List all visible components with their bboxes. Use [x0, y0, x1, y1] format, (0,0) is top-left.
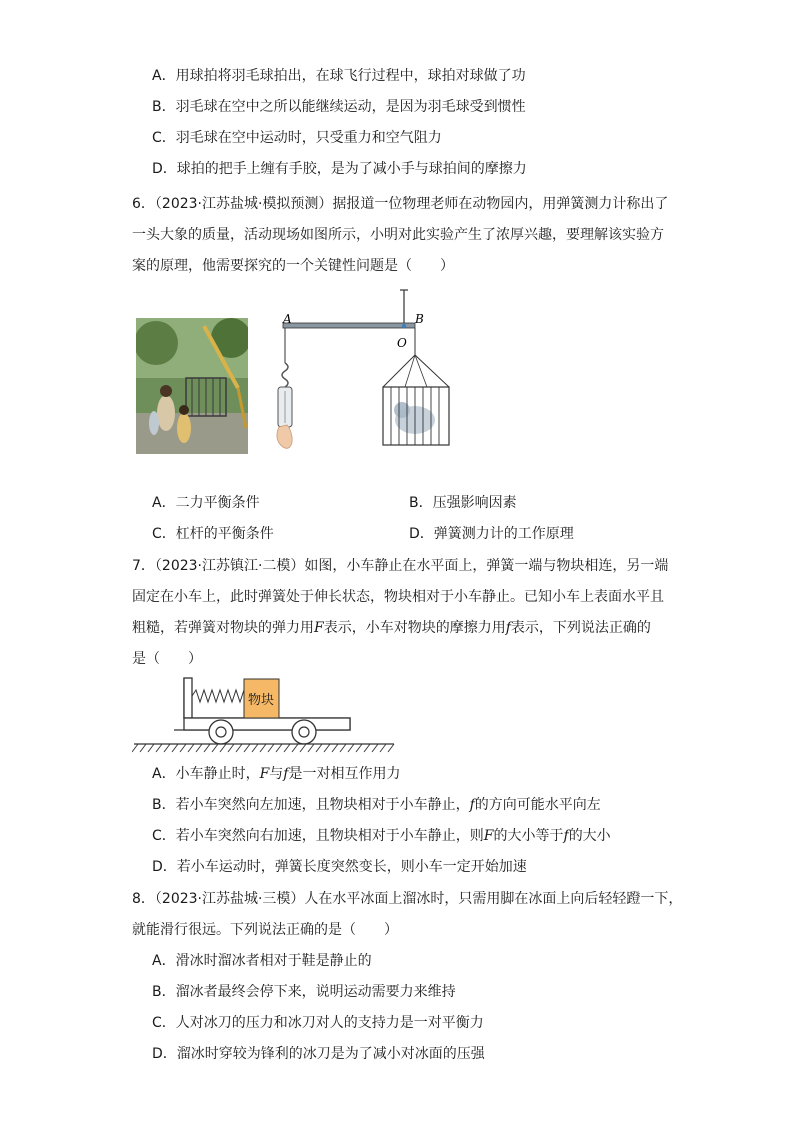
q6-option-c: C．杠杆的平衡条件	[152, 526, 274, 542]
q7-option-a: A．小车静止时，F与f是一对相互作用力	[152, 766, 401, 782]
q6-option-b: B．压强影响因素	[409, 495, 517, 511]
q7-option-d: D．若小车运动时，弹簧长度突然变长，则小车一定开始加速	[152, 859, 527, 875]
elephant-weighing-photo	[136, 318, 248, 454]
q8-option-a: A．滑冰时溜冰者相对于鞋是静止的	[152, 953, 372, 969]
q8-option-d: D．溜冰时穿较为锋利的冰刀是为了减小对冰面的压强	[152, 1046, 485, 1062]
label-o: O	[397, 336, 407, 350]
q6-option-d: D．弹簧测力计的工作原理	[409, 526, 574, 542]
q6-stem-line3: 案的原理，他需要探究的一个关键性问题是（ ）	[132, 258, 454, 274]
q8-stem-line2: 就能滑行很远。下列说法正确的是（ ）	[132, 922, 398, 938]
q8-option-b: B．溜冰者最终会停下来，说明运动需要力来维持	[152, 984, 456, 1000]
q5-option-b: B．羽毛球在空中之所以能继续运动，是因为羽毛球受到惯性	[152, 99, 526, 115]
label-a: A	[283, 312, 292, 326]
q7-stem-line2: 固定在小车上，此时弹簧处于伸长状态，物块相对于小车静止。已知小车上表面水平且	[132, 589, 664, 605]
q7-option-b: B．若小车突然向左加速，且物块相对于小车静止，f的方向可能水平向左	[152, 797, 601, 813]
q6-stem-line2: 一头大象的质量，活动现场如图所示，小明对此实验产生了浓厚兴趣，要理解该实验方	[132, 227, 664, 243]
q7-option-c: C．若小车突然向右加速，且物块相对于小车静止，则F的大小等于f的大小	[152, 828, 611, 844]
q7-stem-line1: 7．（2023·江苏镇江·二模）如图，小车静止在水平面上，弹簧一端与物块相连，另一端	[132, 558, 669, 574]
q6-option-a: A．二力平衡条件	[152, 495, 260, 511]
q8-option-c: C．人对冰刀的压力和冰刀对人的支持力是一对平衡力	[152, 1015, 484, 1031]
q7-stem-line4: 是（ ）	[132, 651, 202, 667]
q5-option-d: D．球拍的把手上缠有手胶，是为了减小手与球拍间的摩擦力	[152, 161, 527, 177]
q8-stem-line1: 8．（2023·江苏盐城·三模）人在水平冰面上溜冰时，只需用脚在冰面上向后轻轻蹬一下，	[132, 891, 683, 907]
lever-scale-diagram	[265, 285, 465, 450]
block-label: 物块	[248, 693, 275, 708]
cart-spring-block-diagram	[132, 674, 397, 756]
q7-stem-line3: 粗糙，若弹簧对物块的弹力用F表示，小车对物块的摩擦力用f表示，下列说法正确的	[132, 620, 651, 636]
q5-option-c: C．羽毛球在空中运动时，只受重力和空气阻力	[152, 130, 442, 146]
q5-option-a: A．用球拍将羽毛球拍出，在球飞行过程中，球拍对球做了功	[152, 68, 526, 84]
label-b: B	[415, 312, 424, 326]
q6-stem-line1: 6．（2023·江苏盐城·模拟预测）据报道一位物理老师在动物园内，用弹簧测力计称出了	[132, 196, 669, 212]
